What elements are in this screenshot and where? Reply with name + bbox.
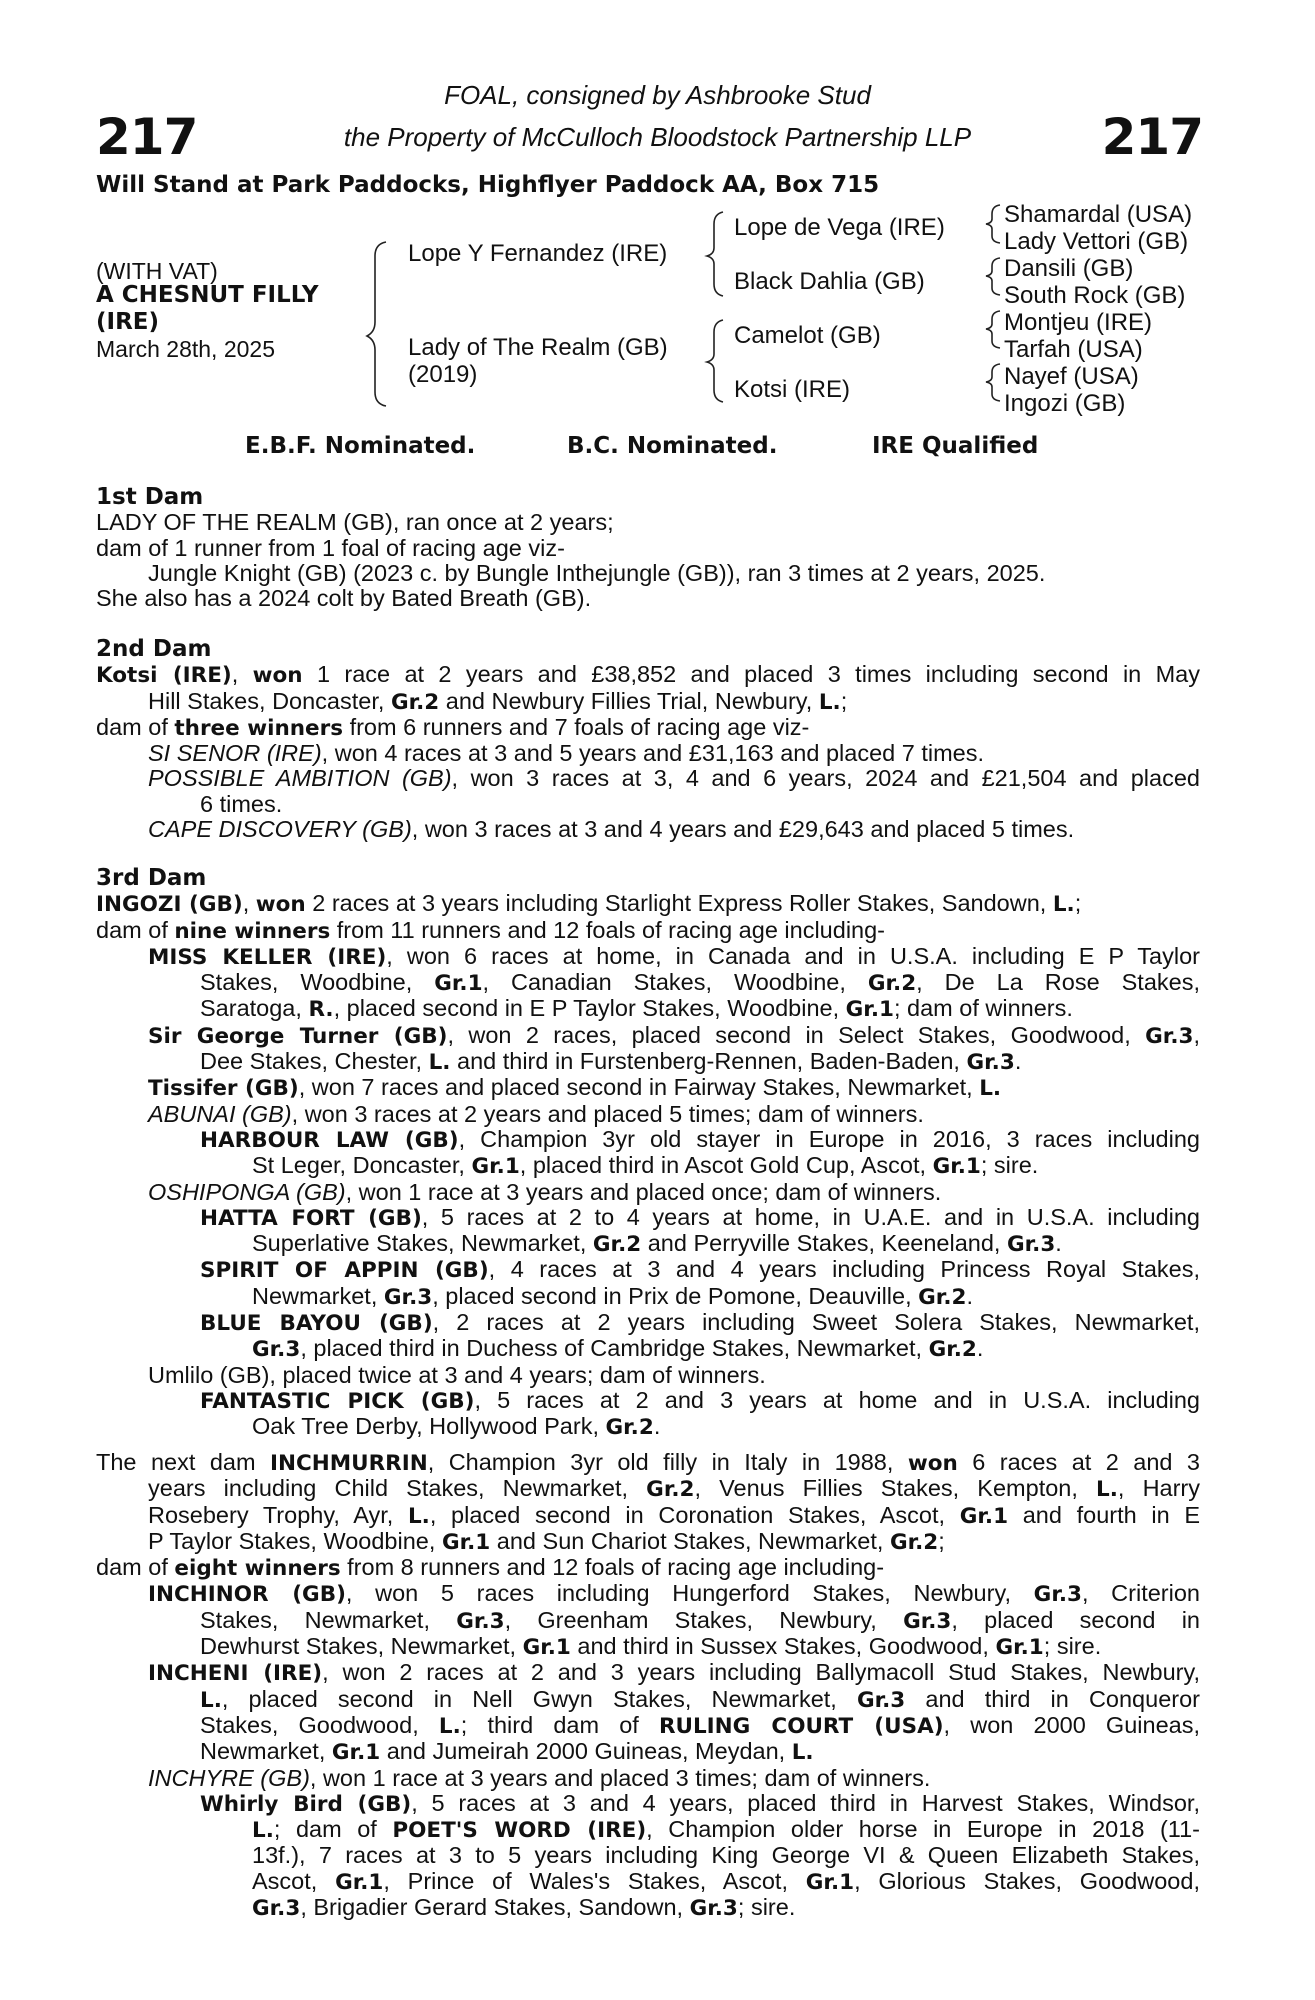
pedigree-sire: Lope Y Fernandez (IRE) <box>408 240 668 267</box>
lot-description: A CHESNUT FILLY <box>96 282 319 308</box>
produce-blue-bayou: BLUE BAYOU (GB), 2 races at 2 years including Sweet Solera Stakes, Newmarket, <box>200 1309 1200 1337</box>
produce-possible-ambition-2: 6 times. <box>200 790 283 817</box>
produce-tissifer: Tissifer (GB), won 7 races and placed second in Fairway Stakes, Newmarket, L. <box>148 1074 1002 1102</box>
pedigree-dam: Lady of The Realm (GB) <box>408 334 668 361</box>
stand-location: Will Stand at Park Paddocks, Highflyer Paddock AA, Box 715 <box>96 172 880 198</box>
first-dam-produce: dam of 1 runner from 1 foal of racing age viz- <box>96 534 565 561</box>
inchmurrin-line-4: P Taylor Stakes, Woodbine, Gr.1 and Sun Chariot Stakes, Newmarket, Gr.2; <box>148 1527 945 1555</box>
pedigree-g4-2: Lady Vettori (GB) <box>1004 228 1189 255</box>
produce-si-senor: SI SENOR (IRE), won 4 races at 3 and 5 years and £31,163 and placed 7 times. <box>148 740 985 767</box>
produce-sir-george-turner-2: Dee Stakes, Chester, L. and third in Furstenberg-Rennen, Baden-Baden, Gr.3. <box>200 1048 1022 1076</box>
produce-whirly-bird-4: Ascot, Gr.1, Prince of Wales's Stakes, Ascot, Gr.1, Glorious Stakes, Goodwood, <box>252 1867 1200 1895</box>
produce-whirly-bird-5: Gr.3, Brigadier Gerard Stakes, Sandown, Gr.3; sire. <box>252 1894 796 1922</box>
produce-cape-discovery: CAPE DISCOVERY (GB), won 3 races at 3 and 4 years and £29,643 and placed 5 times. <box>148 816 1075 843</box>
bc-nominated: B.C. Nominated. <box>567 433 778 459</box>
brace-g3-3 <box>986 311 1000 348</box>
produce-umlilo: Umlilo (GB), placed twice at 3 and 4 years; dam of winners. <box>148 1361 766 1388</box>
produce-possible-ambition: POSSIBLE AMBITION (GB), won 3 races at 3, 4 and 6 years, 2024 and £21,504 and placed <box>148 765 1200 792</box>
produce-fantastic-pick-2: Oak Tree Derby, Hollywood Park, Gr.2. <box>252 1413 661 1441</box>
consignor-line: FOAL, consigned by Ashbrooke Stud <box>444 80 871 110</box>
brace-sire <box>707 212 723 296</box>
produce-blue-bayou-2: Gr.3, placed third in Duchess of Cambridge Stakes, Newmarket, Gr.2. <box>252 1335 984 1363</box>
inchmurrin-line-3: Rosebery Trophy, Ayr, L., placed second in Coronation Stakes, Ascot, Gr.1 and fourth in E <box>148 1501 1200 1529</box>
pedigree-g4-6: Tarfah (USA) <box>1004 336 1143 363</box>
produce-whirly-bird-3: 13f.), 7 races at 3 to 5 years including King George VI & Queen Elizabeth Stakes, <box>252 1842 1200 1869</box>
pedigree-sire-sire: Lope de Vega (IRE) <box>734 214 945 241</box>
pedigree-dam-dam: Kotsi (IRE) <box>734 376 851 403</box>
pedigree-g4-3: Dansili (GB) <box>1004 255 1134 282</box>
produce-spirit-of-appin-2: Newmarket, Gr.3, placed second in Prix de Pomone, Deauville, Gr.2. <box>252 1282 973 1310</box>
brace-main <box>367 242 386 406</box>
produce-inchinor-2: Stakes, Newmarket, Gr.3, Greenham Stakes, Newbury, Gr.3, placed second in <box>200 1606 1201 1634</box>
produce-miss-keller-3: Saratoga, R., placed second in E P Taylor Stakes, Woodbine, Gr.1; dam of winners. <box>200 995 1073 1023</box>
produce-fantastic-pick: FANTASTIC PICK (GB), 5 races at 2 and 3 years at home and in U.S.A. including <box>200 1386 1200 1414</box>
first-dam-section <box>96 485 1200 611</box>
produce-spirit-of-appin: SPIRIT OF APPIN (GB), 4 races at 3 and 4 years including Princess Royal Stakes, <box>200 1256 1201 1284</box>
second-dam-title: 2nd Dam <box>96 636 212 662</box>
kotsi-line-1: Kotsi (IRE), won 1 race at 2 years and £38,852 and placed 3 times including second in May <box>96 661 1201 689</box>
ire-qualified: IRE Qualified <box>872 433 1039 459</box>
lot-number-left: 217 <box>96 108 198 166</box>
produce-inchyre: INCHYRE (GB), won 1 race at 3 years and placed 3 times; dam of winners. <box>148 1764 931 1791</box>
produce-incheni-4: Newmarket, Gr.1 and Jumeirah 2000 Guineas, Meydan, L. <box>200 1738 814 1766</box>
pedigree-sire-dam: Black Dahlia (GB) <box>734 268 925 295</box>
produce-harbour-law-2: St Leger, Doncaster, Gr.1, placed third in Ascot Gold Cup, Ascot, Gr.1; sire. <box>252 1152 1039 1180</box>
kotsi-produce: dam of three winners from 6 runners and 7 foals of racing age viz- <box>96 713 810 741</box>
inchmurrin-line-2: years including Child Stakes, Newmarket, Gr.2, Venus Fillies Stakes, Kempton, L., Harry <box>148 1475 1201 1503</box>
produce-abunai: ABUNAI (GB), won 3 races at 2 years and placed 5 times; dam of winners. <box>148 1100 924 1127</box>
pedigree-g4-4: South Rock (GB) <box>1004 282 1186 309</box>
produce-sir-george-turner: Sir George Turner (GB), won 2 races, placed second in Select Stakes, Goodwood, Gr.3, <box>148 1021 1200 1049</box>
first-dam-note: She also has a 2024 colt by Bated Breath (GB). <box>96 585 592 612</box>
pedigree-dam-year: (2019) <box>408 361 478 388</box>
produce-hatta-fort-2: Superlative Stakes, Newmarket, Gr.2 and Perryville Stakes, Keeneland, Gr.3. <box>252 1230 1062 1258</box>
ingozi-produce: dam of nine winners from 11 runners and 12 foals of racing age including- <box>96 916 886 944</box>
produce-whirly-bird: Whirly Bird (GB), 5 races at 3 and 4 years, placed third in Harvest Stakes, Windsor, <box>200 1789 1200 1817</box>
lot-number-right: 217 <box>1101 108 1203 166</box>
produce-incheni: INCHENI (IRE), won 2 races at 2 and 3 years including Ballymacoll Stud Stakes, Newbury, <box>148 1659 1200 1687</box>
produce-incheni-2: L., placed second in Nell Gwyn Stakes, Newmarket, Gr.3 and third in Conqueror <box>200 1685 1200 1713</box>
brace-g3-2 <box>986 258 1000 295</box>
ingozi-line: INGOZI (GB), won 2 races at 3 years including Starlight Express Roller Stakes, Sandown, L.; <box>96 890 1082 918</box>
brace-g3-1 <box>986 205 1000 243</box>
foaling-date: March 28th, 2025 <box>96 336 276 362</box>
produce-miss-keller-2: Stakes, Woodbine, Gr.1, Canadian Stakes, Woodbine, Gr.2, De La Rose Stakes, <box>200 969 1200 997</box>
pedigree-g4-8: Ingozi (GB) <box>1004 390 1126 417</box>
brace-dam <box>707 320 723 402</box>
first-dam-line: LADY OF THE REALM (GB), ran once at 2 years; <box>96 509 614 536</box>
produce-incheni-3: Stakes, Goodwood, L.; third dam of RULING COURT (USA), won 2000 Guineas, <box>200 1711 1200 1739</box>
produce-harbour-law: HARBOUR LAW (GB), Champion 3yr old stayer in Europe in 2016, 3 races including <box>200 1125 1200 1153</box>
produce-hatta-fort: HATTA FORT (GB), 5 races at 2 to 4 years at home, in U.A.E. and in U.S.A. including <box>200 1203 1201 1231</box>
produce-whirly-bird-2: L.; dam of POET'S WORD (IRE), Champion older horse in Europe in 2018 (11- <box>252 1816 1200 1844</box>
inchmurrin-line-1: The next dam INCHMURRIN, Champion 3yr old filly in Italy in 1988, won 6 races at 2 and 3 <box>96 1449 1200 1476</box>
pedigree-g4-1: Shamardal (USA) <box>1004 201 1193 228</box>
first-dam-title: 1st Dam <box>96 484 204 510</box>
pedigree-dam-sire: Camelot (GB) <box>734 322 881 349</box>
pedigree-g4-7: Nayef (USA) <box>1004 363 1139 390</box>
kotsi-line-2: Hill Stakes, Doncaster, Gr.2 and Newbury Fillies Trial, Newbury, L.; <box>148 687 848 715</box>
produce-oshiponga: OSHIPONGA (GB), won 1 race at 3 years and placed once; dam of winners. <box>148 1178 942 1205</box>
lot-description-country: (IRE) <box>96 309 160 335</box>
produce-jungle-knight: Jungle Knight (GB) (2023 c. by Bungle Inthejungle (GB)), ran 3 times at 2 years, 2025. <box>148 559 1046 586</box>
produce-inchinor-3: Dewhurst Stakes, Newmarket, Gr.1 and third in Sussex Stakes, Goodwood, Gr.1; sire. <box>200 1633 1102 1661</box>
produce-miss-keller: MISS KELLER (IRE), won 6 races at home, in Canada and in U.S.A. including E P Taylor <box>148 942 1200 970</box>
next-dam-section <box>96 1450 1200 1921</box>
third-dam-title: 3rd Dam <box>96 865 207 891</box>
property-line: the Property of McCulloch Bloodstock Partnership LLP <box>343 122 972 152</box>
brace-g3-4 <box>986 364 1000 401</box>
ebf-nominated: E.B.F. Nominated. <box>245 433 476 459</box>
third-dam-section <box>96 866 1200 1441</box>
pedigree-g4-5: Montjeu (IRE) <box>1004 309 1153 336</box>
inchmurrin-produce: dam of eight winners from 8 runners and 12 foals of racing age including- <box>96 1554 885 1582</box>
produce-inchinor: INCHINOR (GB), won 5 races including Hungerford Stakes, Newbury, Gr.3, Criterion <box>148 1580 1200 1608</box>
vat-label: (WITH VAT) <box>96 258 218 284</box>
second-dam-section <box>96 637 1200 842</box>
